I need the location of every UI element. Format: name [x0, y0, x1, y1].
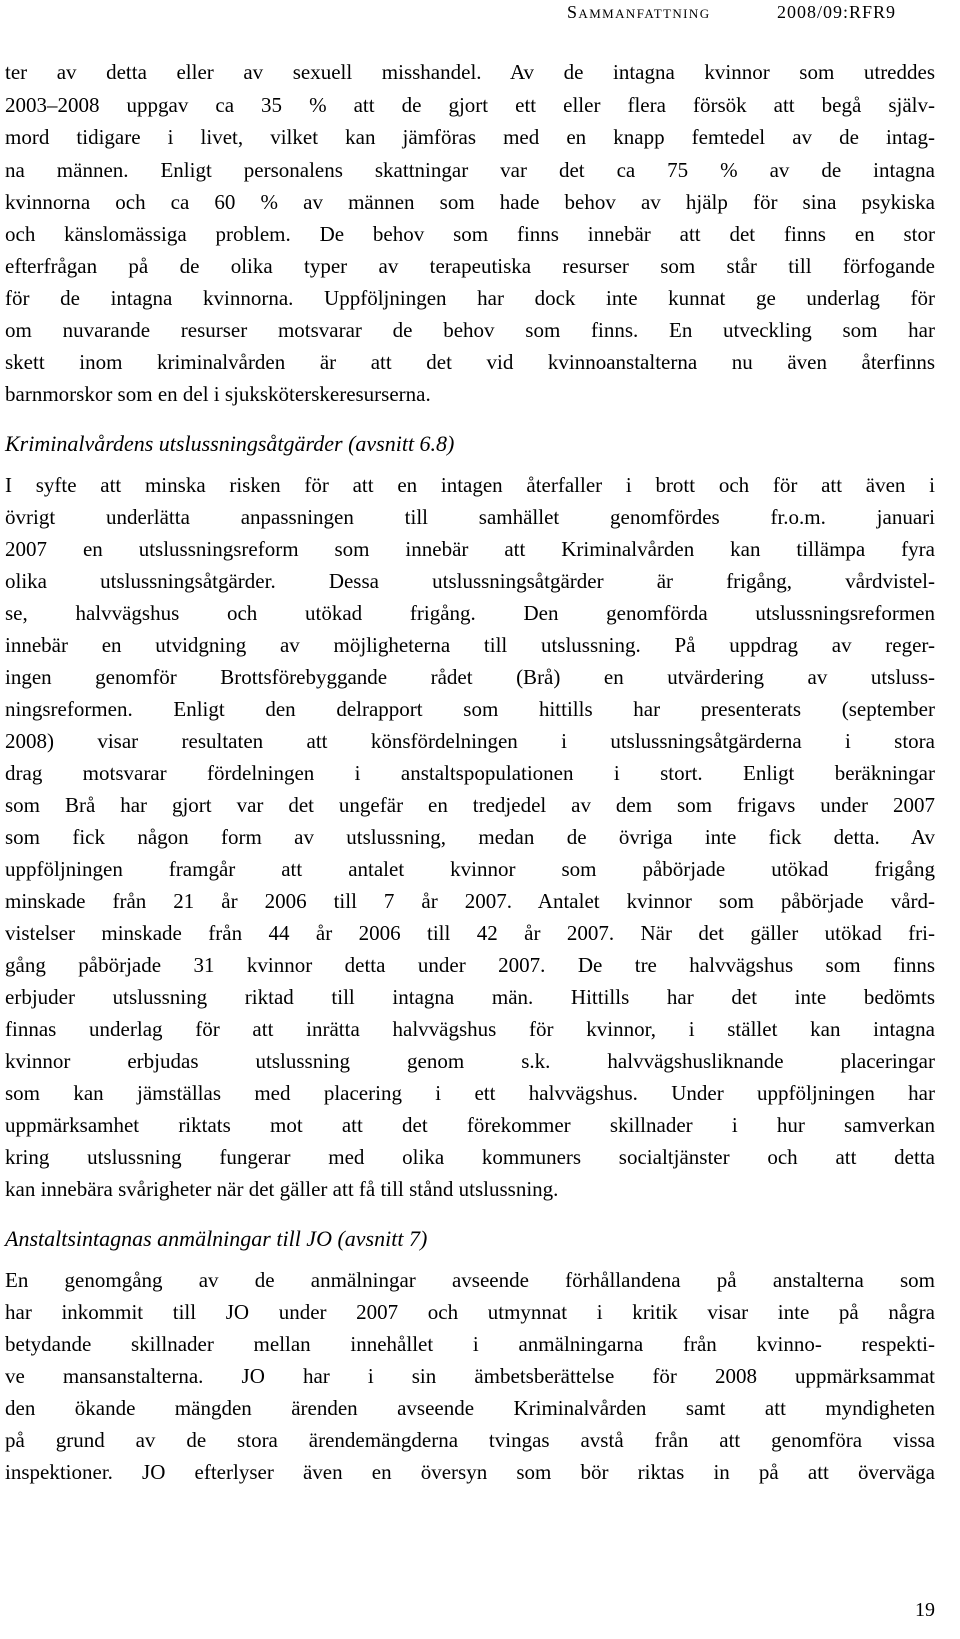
text-line: I syfte att minska risken för att en intagen återfaller i brott och för att även i	[5, 473, 935, 497]
text-line: barnmorskor som en del i sjuksköterskeresurserna.	[5, 382, 431, 406]
text-line: som kan jämställas med placering i ett halvvägshus. Under uppföljningen har	[5, 1081, 935, 1105]
text-line: se, halvvägshus och utökad frigång. Den genomförda utslussningsreformen	[5, 601, 935, 625]
text-line: uppmärksamhet riktats mot att det förekommer skillnader i hur samverkan	[5, 1113, 935, 1137]
text-line: har inkommit till JO under 2007 och utmynnat i kritik visar inte på några	[5, 1300, 935, 1324]
text-line: uppföljningen framgår att antalet kvinnor som påbörjade utökad frigång	[5, 857, 935, 881]
text-line: 2003–2008 uppgav ca 35 % att de gjort ett eller flera försök att begå själv-	[5, 93, 935, 117]
text-line: övrigt underlätta anpassningen till samhället genomfördes fr.o.m. januari	[5, 505, 935, 529]
text-line: minskade från 21 år 2006 till 7 år 2007. Antalet kvinnor som påbörjade vård-	[5, 889, 935, 913]
text-line: innebär en utvidgning av möjligheterna till utslussning. På uppdrag av reger-	[5, 633, 935, 657]
text-line: 2007 en utslussningsreform som innebär att Kriminalvården kan tillämpa fyra	[5, 537, 935, 561]
text-line: mord tidigare i livet, vilket kan jämföras med en knapp femtedel av de intag-	[5, 125, 935, 149]
text-line: ningsreformen. Enligt den delrapport som hittills har presenterats (september	[5, 697, 935, 721]
text-line: gång påbörjade 31 kvinnor detta under 2007. De tre halvvägshus som finns	[5, 953, 935, 977]
text-line: kring utslussning fungerar med olika kommuners socialtjänster och att detta	[5, 1145, 935, 1169]
text-line: för de intagna kvinnorna. Uppföljningen har dock inte kunnat ge underlag för	[5, 286, 935, 310]
text-line: ve mansanstalterna. JO har i sin ämbetsberättelse för 2008 uppmärksammat	[5, 1364, 935, 1388]
page-number: 19	[915, 1599, 935, 1621]
text-line: efterfrågan på de olika typer av terapeutiska resurser som står till förfogande	[5, 254, 935, 278]
text-line: den ökande mängden ärenden avseende Kriminalvården samt att myndigheten	[5, 1396, 935, 1420]
text-line: En genomgång av de anmälningar avseende förhållandena på anstalterna som	[5, 1268, 935, 1292]
header-document-code: 2008/09:RFR9	[777, 2, 897, 22]
text-line: på grund av de stora ärendemängderna tvingas avstå från att genomföra vissa	[5, 1428, 935, 1452]
text-line: erbjuder utslussning riktad till intagna män. Hittills har det inte bedömts	[5, 985, 935, 1009]
text-line: skett inom kriminalvården är att det vid kvinnoanstalterna nu även återfinns	[5, 350, 935, 374]
text-line: som Brå har gjort var det ungefär en tredjedel av dem som frigavs under 2007	[5, 793, 935, 817]
text-line: kvinnorna och ca 60 % av männen som hade behov av hjälp för sina psykiska	[5, 190, 935, 214]
text-line: om nuvarande resurser motsvarar de behov som finns. En utveckling som har	[5, 318, 935, 342]
section-heading: Anstaltsintagnas anmälningar till JO (avsnitt 7)	[5, 1226, 428, 1251]
text-line: kvinnor erbjudas utslussning genom s.k. halvvägshusliknande placeringar	[5, 1049, 935, 1073]
text-line: inspektioner. JO efterlyser även en översyn som bör riktas in på att överväga	[5, 1460, 935, 1484]
text-line: drag motsvarar fördelningen i anstaltspopulationen i stort. Enligt beräkningar	[5, 761, 935, 785]
text-line: vistelser minskade från 44 år 2006 till 42 år 2007. När det gäller utökad fri-	[5, 921, 935, 945]
text-line: 2008) visar resultaten att könsfördelningen i utslussningsåtgärderna i stora	[5, 729, 935, 753]
text-line: kan innebära svårigheter när det gäller att få till stånd utslussning.	[5, 1177, 559, 1201]
text-line: ingen genomför Brottsförebyggande rådet (Brå) en utvärdering av utsluss-	[5, 665, 935, 689]
text-line: finnas underlag för att inrätta halvvägshus för kvinnor, i stället kan intagna	[5, 1017, 935, 1041]
text-line: betydande skillnader mellan innehållet i anmälningarna från kvinno- respekti-	[5, 1332, 935, 1356]
text-line: ter av detta eller av sexuell misshandel. Av de intagna kvinnor som utreddes	[5, 60, 935, 84]
text-line: och känslomässiga problem. De behov som finns innebär att det finns en stor	[5, 222, 935, 246]
text-line: olika utslussningsåtgärder. Dessa utslussningsåtgärder är frigång, vårdvistel-	[5, 569, 935, 593]
running-header	[0, 0, 960, 30]
text-line: na männen. Enligt personalens skattningar var det ca 75 % av de intagna	[5, 158, 935, 182]
section-heading: Kriminalvårdens utslussningsåtgärder (avsnitt 6.8)	[5, 431, 455, 456]
header-section-title: Sammanfattning	[567, 2, 711, 22]
text-line: som fick någon form av utslussning, medan de övriga inte fick detta. Av	[5, 825, 935, 849]
